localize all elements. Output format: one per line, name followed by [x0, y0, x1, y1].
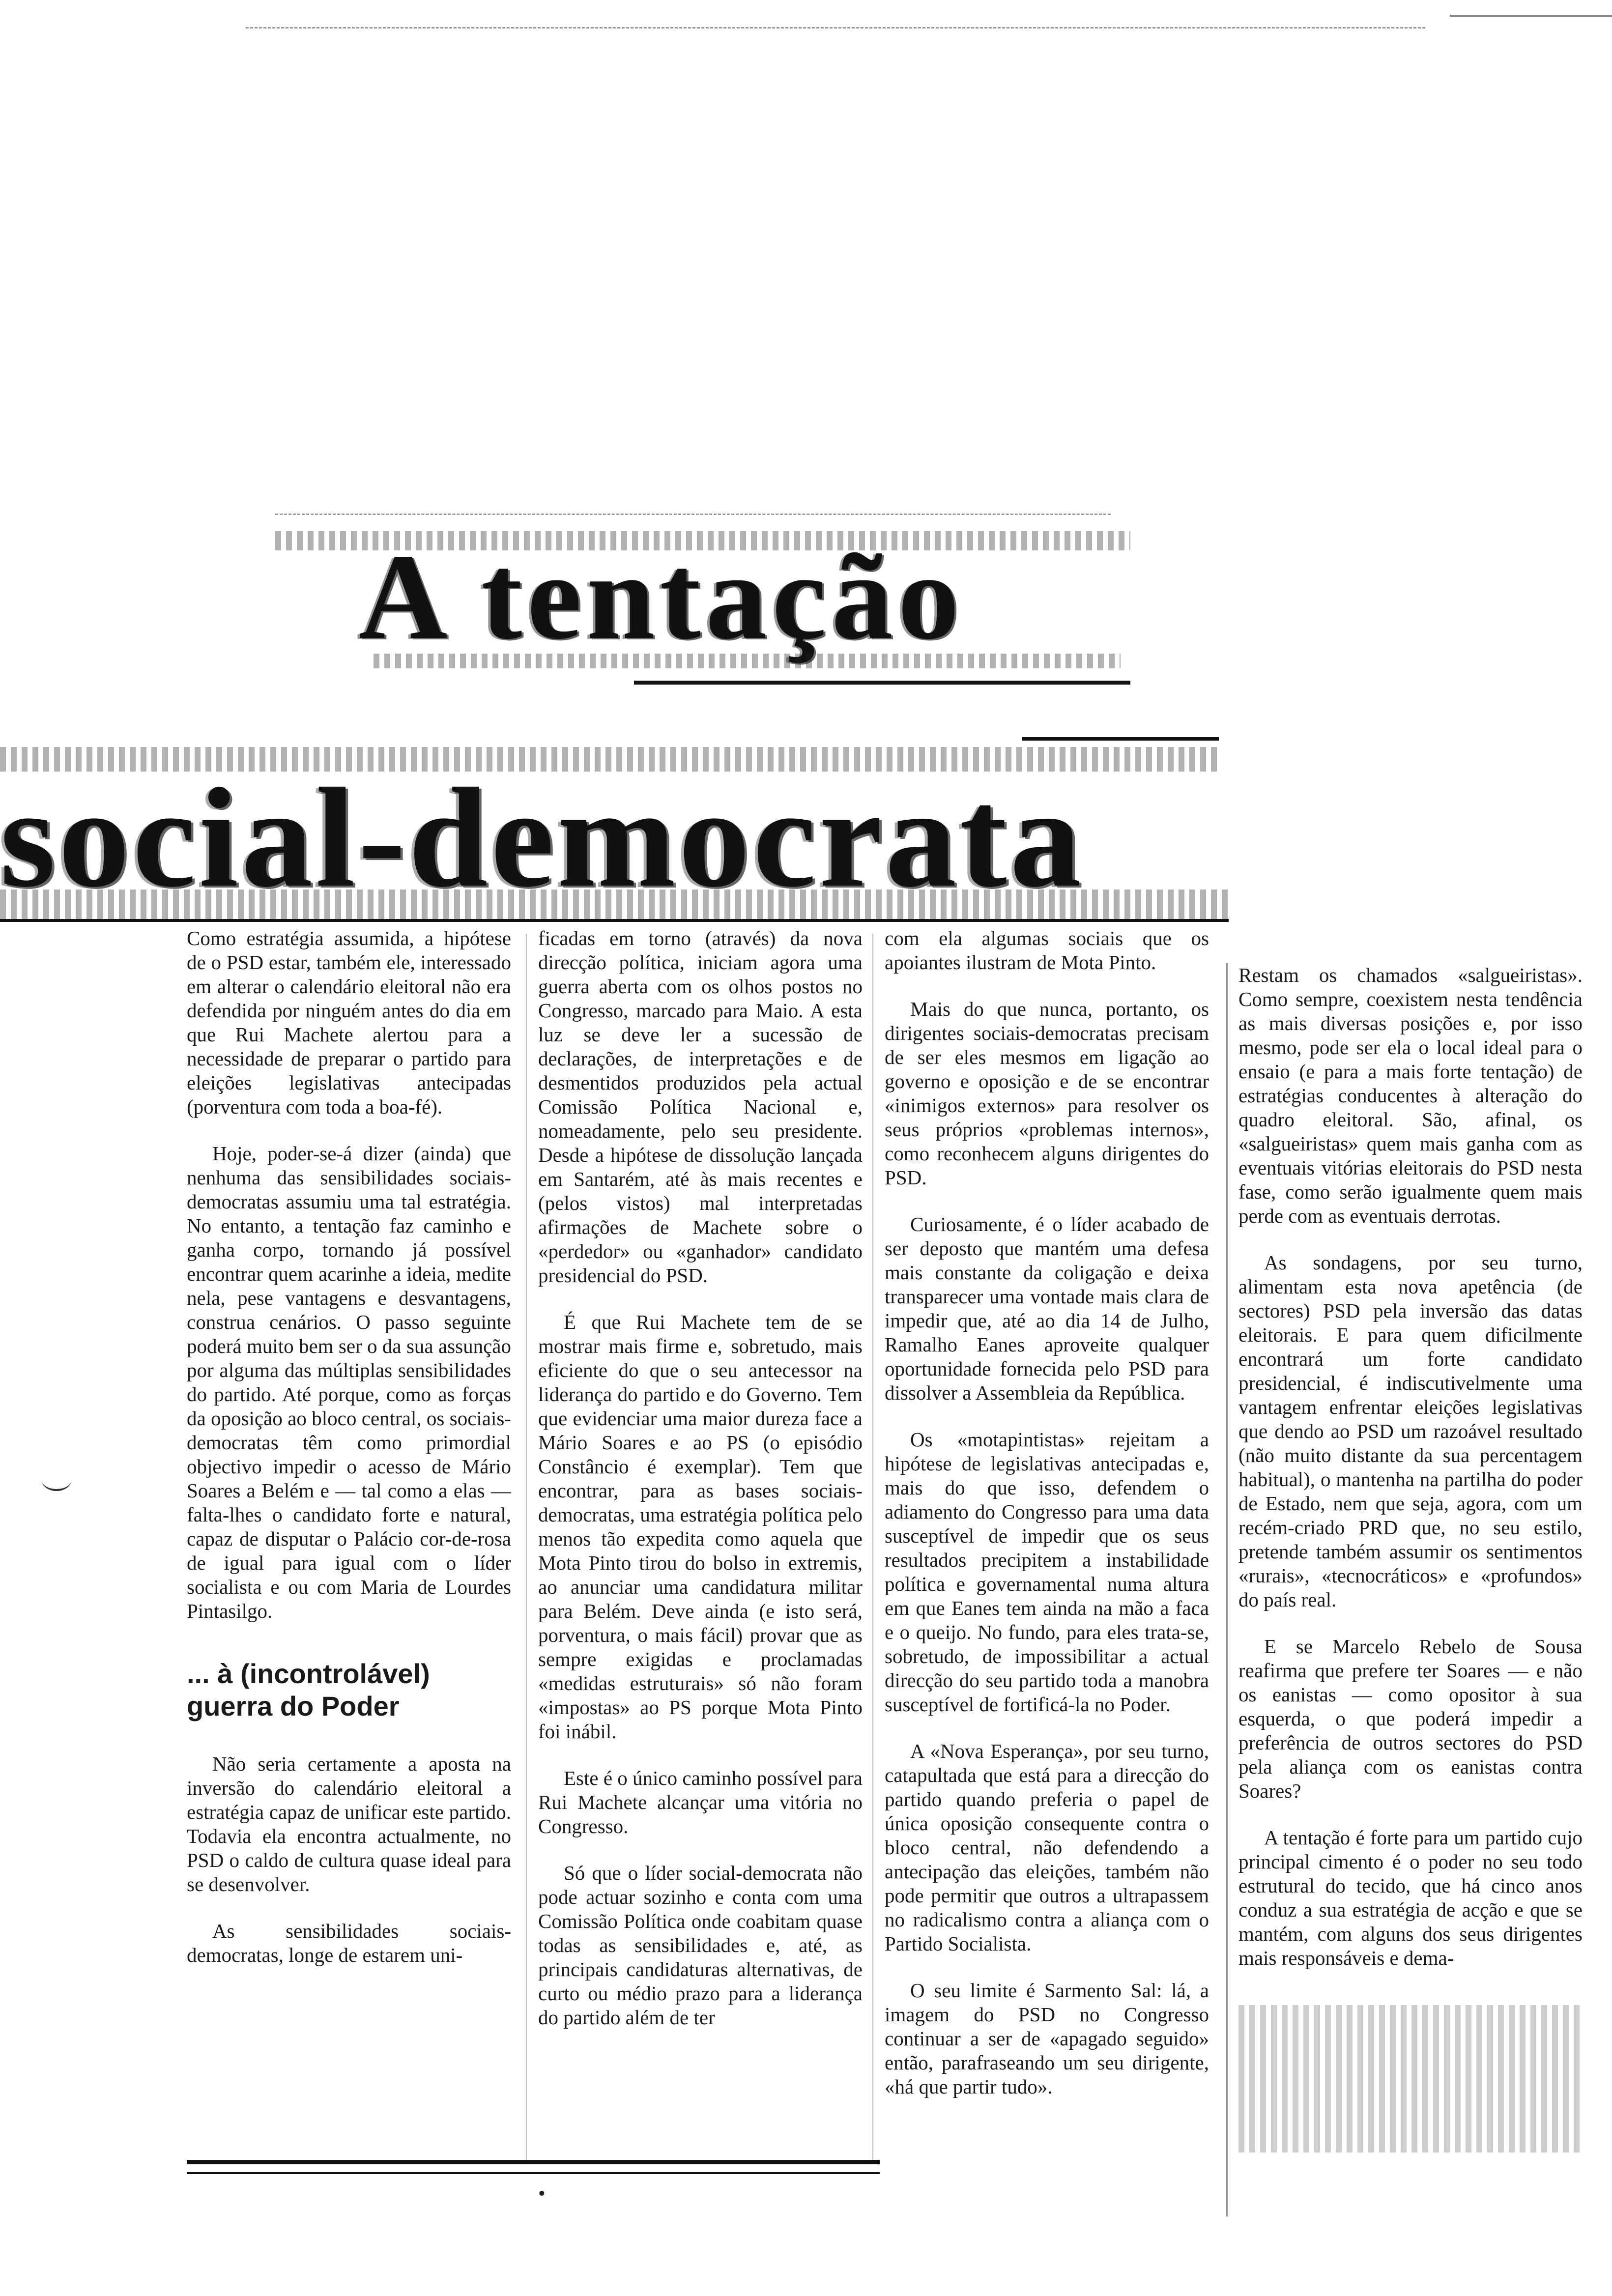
paragraph: A tentação é forte para um partido cujo principal cimento é o poder no seu todo estrutural do tecido, que há cinco anos conduz a sua estratégia de acção e que se mantém, com alguns dos seus dirigentes mais responsáveis e dema-	[1238, 1826, 1583, 1969]
paragraph: ficadas em torno (através) da nova direcção política, iniciam agora uma guerra aberta com os olhos postos no Congresso, marcado para Maio. A esta luz se deve ler a sucessão de declarações, de interpretações e de desmentidos produzidos pela actual Comissão Política Nacional e, nomeadamente, pelo seu presidente. Desde a hipótese de dissolução lançada em Santarém, até às mais recentes e (pelos vistos) mal interpretadas afirmações de Machete sobre o «perdedor» ou «ganhador» candidato presidencial do PSD.	[538, 927, 863, 1287]
paragraph: A «Nova Esperança», por seu turno, catapultada que está para a direcção do partido quando preferia o papel de única oposição consequente contra o bloco central, não defendendo a antecipação das eleições, também não pode permitir que outros a ultrapassem no radicalismo contra a aliança com o Partido Socialista.	[885, 1740, 1209, 1955]
paragraph: Como estratégia assumida, a hipótese de o PSD estar, também ele, interessado em alterar o calendário eleitoral não era defendida por ninguém antes do dia em que Rui Machete alertou para a necessidade de preparar o partido para eleições legislativas antecipadas (porventura com toda a boa-fé).	[187, 927, 511, 1118]
margin-mark	[42, 1469, 71, 1491]
paragraph: Restam os chamados «salgueiristas». Como sempre, coexistem nesta tendência as mais diversas posições e, por isso mesmo, pode ser ela o local ideal para o ensaio (e para a mais forte tentação) de estratégias conducentes à alteração do quadro eleitoral. São, afinal, os «salgueiristas» quem mais ganha com as eventuais vitórias eleitorais do PSD nesta fase, como serão igualmente quem mais perde com as eventuais derrotas.	[1238, 964, 1583, 1227]
headline-smudge-low	[374, 654, 1121, 668]
article-column-4	[1238, 963, 1583, 1993]
headline-line-2: social-democrata	[0, 759, 1084, 917]
headline-rule-lower	[0, 919, 1229, 922]
subheading: ... à (incontrolável) guerra do Poder	[187, 1658, 430, 1722]
paragraph: O seu limite é Sarmento Sal: lá, a imagem do PSD no Congresso continuar a ser de «apagado seguido» então, parafraseando um seu dirigente, «há que partir tudo».	[885, 1979, 1209, 2098]
column-separator	[1226, 963, 1228, 2216]
paragraph: Hoje, poder-se-á dizer (ainda) que nenhuma das sensibilidades sociais-democratas assumiu uma tal estratégia. No entanto, a tentação faz caminho e ganha corpo, tornando já possível encontrar quem acarinhe a ideia, medite nela, pese vantagens e desvantagens, construa cenários. O passo seguinte poderá muito bem ser o da sua assunção por alguma das múltiplas sensibilidades do partido. Até porque, como as forças da oposição ao bloco central, os sociais-democratas têm como primordial objectivo impedir o acesso de Mário Soares a Belém e — tal como a elas — falta-lhes o candidato forte e natural, capaz de disputar o Palácio cor-de-rosa de igual para igual com o líder socialista e ou com Maria de Lourdes Pintasilgo.	[187, 1142, 511, 1622]
paragraph: Mais do que nunca, portanto, os dirigentes sociais-democratas precisam de ser eles mesmos em ligação ao governo e oposição e de se encontrar «inimigos externos» para resolver os seus próprios «problemas internos», como reconhecem alguns dirigentes do PSD.	[885, 998, 1209, 1189]
scan-artifact-right	[1238, 2005, 1583, 2152]
paragraph: Este é o único caminho possível para Rui Machete alcançar uma vitória no Congresso.	[538, 1767, 863, 1837]
bullet-mark: •	[538, 2182, 546, 2205]
bottom-rule-left-thin	[187, 2172, 880, 2174]
paragraph: Só que o líder social-democrata não pode actuar sozinho e conta com uma Comissão Política onde coabitam quase todas as sensibilidades e, até, as principais candidaturas alternativas, de curto ou médio prazo para a liderança do partido além de ter	[538, 1862, 863, 2029]
headline-rule-upper	[1022, 737, 1219, 741]
paragraph: Não seria certamente a aposta na inversão do calendário eleitoral a estratégia capaz de unificar este partido. Todavia ela encontra actualmente, no PSD o caldo de cultura quase ideal para se desenvolver.	[187, 1752, 511, 1895]
paragraph: As sensibilidades sociais-democratas, longe de estarem uni-	[187, 1920, 511, 1966]
bottom-rule-left	[187, 2160, 880, 2164]
paragraph: com ela algumas sociais que os apoiantes ilustram de Mota Pinto.	[885, 927, 1209, 974]
scan-artifact-top-right	[1450, 15, 1612, 17]
paragraph: As sondagens, por seu turno, alimentam esta nova apetência (de sectores) PSD pela inversão das datas eleitorais. E para quem dificilmente encontrará um forte candidato presidencial, é indiscutivelmente uma vantagem enfrentar eleições legislativas que dendo ao PSD um razoável resultado (não muito distante da sua percentagem habitual), o mantenha na partilha do poder de Estado, nem que seja, agora, com um recém-criado PRD que, no seu estilo, pretende também assumir os sentimentos «rurais», «tecnocráticos» e «profundos» do país real.	[1238, 1251, 1583, 1611]
article-column-2	[538, 926, 863, 2052]
headline2-smudge-bottom	[0, 890, 1229, 919]
column-separator	[872, 934, 873, 2162]
paragraph: E se Marcelo Rebelo de Sousa reafirma que prefere ter Soares — e não os eanistas — como opositor à sua esquerda, o que poderá impedir a preferência de outros sectores do PSD pela aliança com os eanistas contra Soares?	[1238, 1635, 1583, 1802]
paragraph: Os «motapintistas» rejeitam a hipótese de legislativas antecipadas e, mais do que isso, defendem o adiamento do Congresso para uma data susceptível de impedir que os seus resultados precipitem a instabilidade política e governamental numa altura em que Eanes tem ainda na mão a faca e o queijo. No fundo, para eles trata-se, sobretudo, de impossibilitar a actual direcção do seu partido toda a manobra susceptível de fortificá-la no Poder.	[885, 1428, 1209, 1716]
article-column-3	[885, 926, 1209, 2122]
article-column-1	[187, 926, 511, 1990]
scan-artifact-top	[246, 27, 1425, 30]
paragraph: Curiosamente, é o líder acabado de ser deposto que mantém uma defesa mais constante da coligação e deixa transparecer uma vontade mais clara de impedir que, até ao dia 14 de Julho, Ramalho Eanes aproveite qualquer oportunidade fornecida pelo PSD para dissolver a Assembleia da República.	[885, 1213, 1209, 1404]
column-separator	[526, 934, 527, 2162]
headline-line-1: A tentação	[359, 529, 964, 665]
paragraph: É que Rui Machete tem de se mostrar mais firme e, sobretudo, mais eficiente do que o seu antecessor na liderança do partido e do Governo. Tem que evidenciar uma maior dureza face a Mário Soares e ao PS (o episódio Constâncio é exemplar). Tem que encontrar, para as bases sociais-democratas, uma estratégia política pelo menos tão expedita como aquela que Mota Pinto tirou do bolso in extremis, ao anunciar uma candidatura militar para Belém. Deve ainda (e isto será, porventura, o mais fácil) provar que as sempre exigidas e proclamadas «medidas estruturais» só não foram «impostas» ao PS porque Mota Pinto foi inábil.	[538, 1311, 863, 1743]
headline-noise-top	[275, 514, 1111, 517]
headline-underline	[634, 681, 1130, 685]
